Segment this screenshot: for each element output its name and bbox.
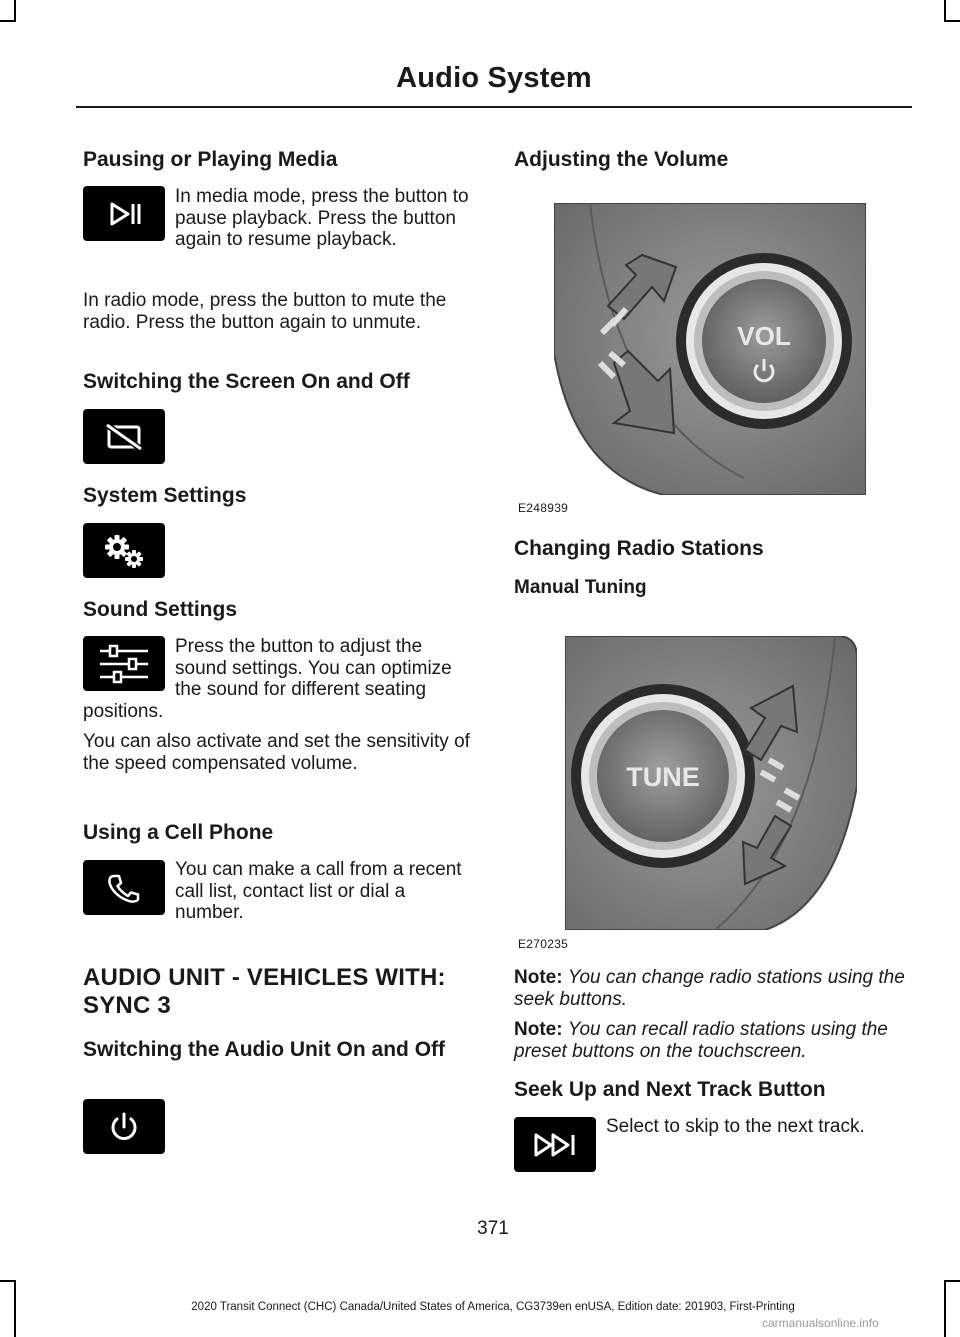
crop-mark xyxy=(14,0,16,22)
tune-knob-label: TUNE xyxy=(626,762,700,792)
radio-heading: Changing Radio Stations xyxy=(514,537,764,560)
header-divider xyxy=(76,106,912,108)
volume-knob-image xyxy=(554,203,866,495)
power-icon xyxy=(83,1099,165,1154)
tune-image-code: E270235 xyxy=(518,937,569,951)
volume-heading: Adjusting the Volume xyxy=(514,148,729,171)
manual-tuning-heading: Manual Tuning xyxy=(514,577,647,598)
note-1: Note: You can change radio stations using the seek buttons. xyxy=(514,967,905,1010)
seek-heading: Seek Up and Next Track Button xyxy=(514,1078,826,1101)
seek-text: Select to skip to the next track. xyxy=(606,1116,865,1137)
crop-mark xyxy=(0,20,16,22)
mute-text: In radio mode, press the button to mute the radio. Press the button again to unmute. xyxy=(83,290,447,333)
edition-footer: 2020 Transit Connect (CHC) Canada/United States of America, CG3739en enUSA, Edition date: 201903, First-Printing xyxy=(191,1301,795,1313)
crop-mark xyxy=(944,20,960,22)
crop-mark xyxy=(944,1280,960,1282)
section-heading: AUDIO UNIT - VEHICLES WITH: xyxy=(83,964,446,991)
vol-knob-label: VOL xyxy=(737,321,791,351)
pause-heading: Pausing or Playing Media xyxy=(83,148,338,171)
volume-image-code: E248939 xyxy=(518,501,569,515)
sound-text: Press the button to adjust the sound settings. You can optimize the sound for different seating positions. xyxy=(83,636,452,722)
note-2: Note: You can recall radio stations using the preset buttons on the touchscreen. xyxy=(514,1019,888,1062)
sound-heading: Sound Settings xyxy=(83,598,237,621)
next-track-icon xyxy=(514,1117,596,1172)
phone-text: You can make a call from a recent call list, contact list or dial a number. xyxy=(175,859,462,923)
gear-icon xyxy=(83,523,165,578)
system-heading: System Settings xyxy=(83,484,247,507)
screen-heading: Switching the Screen On and Off xyxy=(83,370,410,393)
watermark: carmanualsonline.info xyxy=(762,1316,879,1330)
phone-heading: Using a Cell Phone xyxy=(83,821,274,844)
crop-mark xyxy=(0,1280,16,1282)
page-number: 371 xyxy=(477,1218,509,1239)
crop-mark xyxy=(944,0,946,22)
speed-text: You can also activate and set the sensitivity of the speed compensated volume. xyxy=(83,731,470,774)
onoff-heading: Switching the Audio Unit On and Off xyxy=(83,1038,446,1061)
screen-off-icon xyxy=(83,409,165,464)
page-title: Audio System xyxy=(396,62,592,94)
tune-knob-image xyxy=(565,636,857,930)
pause-text: In media mode, press the button to pause playback. Press the button again to resume playback. xyxy=(175,186,469,250)
section-subheading: SYNC 3 xyxy=(83,992,171,1019)
